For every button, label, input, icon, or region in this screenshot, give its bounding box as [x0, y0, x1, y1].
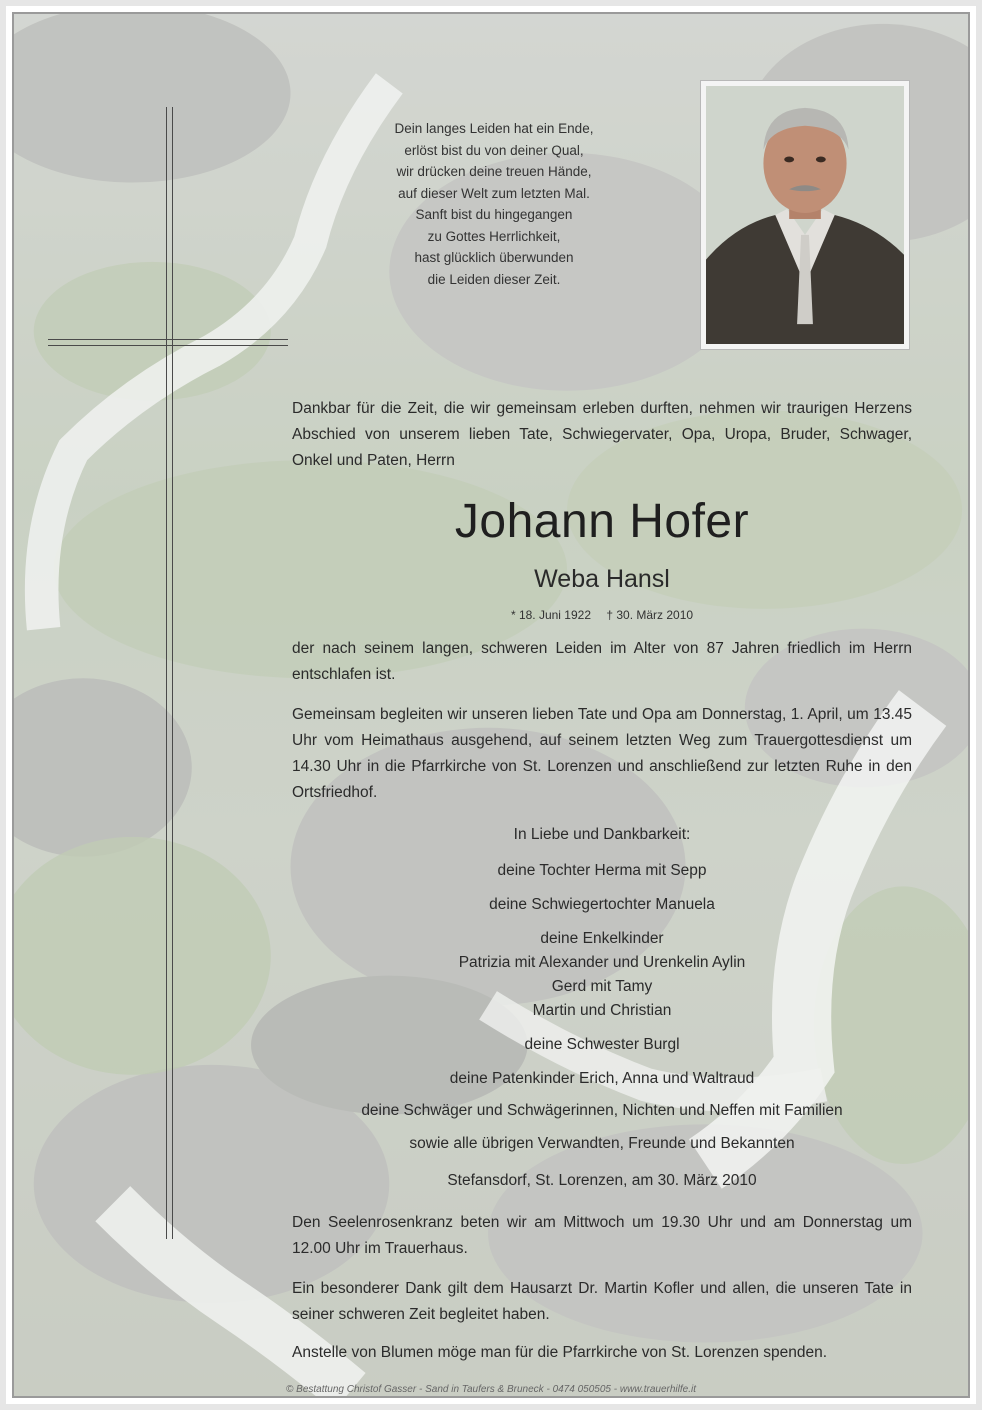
- rosary-text: Den Seelenrosenkranz beten wir am Mittwoch um 19.30 Uhr und am Donnerstag um 12.00 Uhr im Trauerhaus.: [292, 1214, 912, 1257]
- mourner-line: deine Tochter Herma mit Sepp: [497, 862, 707, 879]
- intro-text: Dankbar für die Zeit, die wir gemeinsam erleben durften, nehmen wir traurigen Herzens Abschied von unserem lieben Tate, Schwiegervater, Opa, Uropa, Bruder, Schwager, Onkel und Paten, Herrn: [292, 400, 912, 469]
- mourner-line: deine Schwiegertochter Manuela: [489, 896, 715, 913]
- footer-credit: © Bestattung Christof Gasser - Sand in Taufers & Bruneck - 0474 050505 - www.trauerhilfe.it: [286, 1384, 696, 1395]
- place-date-line: Stefansdorf, St. Lorenzen, am 30. März 2010: [447, 1172, 757, 1189]
- deceased-name: Johann Hofer: [454, 495, 750, 548]
- cross-horizontal-line-2: [48, 345, 288, 346]
- mourner-line: deine Patenkinder Erich, Anna und Waltraud: [449, 1070, 755, 1087]
- mourner-line: deine Schwester Burgl: [524, 1036, 680, 1053]
- thanks-text: Ein besonderer Dank gilt dem Hausarzt Dr. Martin Kofler und allen, die unseren Tate in seiner schweren Zeit begleitet haben.: [292, 1280, 912, 1323]
- portrait-photo: [700, 80, 910, 350]
- cross-vertical-line: [166, 107, 167, 1239]
- poem-line: auf dieser Welt zum letzten Mal.: [398, 185, 590, 201]
- mourners-heading: In Liebe und Dankbarkeit:: [513, 826, 691, 843]
- mourner-line: Martin und Christian: [532, 1002, 672, 1019]
- poem: [314, 118, 674, 290]
- cross-horizontal-line: [48, 339, 288, 340]
- deceased-nickname: Weba Hansl: [534, 565, 670, 593]
- poem-line: die Leiden dieser Zeit.: [427, 271, 561, 287]
- poem-line: wir drücken deine treuen Hände,: [396, 164, 592, 179]
- poem-line: erlöst bist du von deiner Qual,: [404, 142, 584, 158]
- death-date: † 30. März 2010: [606, 608, 694, 622]
- mourner-line: Gerd mit Tamy: [551, 978, 653, 995]
- mourner-line: deine Enkelkinder: [540, 930, 664, 947]
- mourner-line: deine Schwäger und Schwägerinnen, Nichten und Neffen mit Familien: [361, 1102, 843, 1119]
- funeral-details-text: Gemeinsam begleiten wir unseren lieben Tate und Opa am Donnerstag, 1. April, um 13.45 Uhr vom Heimathaus ausgehend, auf seinem letzten Weg zum Trauergottesdienst um 14.30 Uhr in die Pfarrkirche von St. Lorenzen und anschließend zur letzten Ruhe in den Ortsfriedhof.: [292, 706, 912, 801]
- death-notice-text: der nach seinem langen, schweren Leiden im Alter von 87 Jahren friedlich im Herrn entschlafen ist.: [292, 640, 912, 683]
- poem-line: zu Gottes Herrlichkeit,: [427, 228, 561, 244]
- poem-line: hast glücklich überwunden: [414, 250, 574, 265]
- cross-vertical-line-2: [172, 107, 173, 1239]
- birth-date: * 18. Juni 1922: [510, 608, 591, 622]
- poem-line: Sanft bist du hingegangen: [415, 207, 573, 222]
- obituary-frame: [12, 12, 970, 1398]
- poem-line: Dein langes Leiden hat ein Ende,: [394, 121, 594, 136]
- life-dates: [292, 606, 912, 624]
- mourner-line: sowie alle übrigen Verwandten, Freunde und Bekannten: [409, 1135, 795, 1152]
- donation-text: Anstelle von Blumen möge man für die Pfarrkirche von St. Lorenzen spenden.: [292, 1344, 828, 1361]
- mourner-line: Patrizia mit Alexander und Urenkelin Aylin: [458, 954, 746, 971]
